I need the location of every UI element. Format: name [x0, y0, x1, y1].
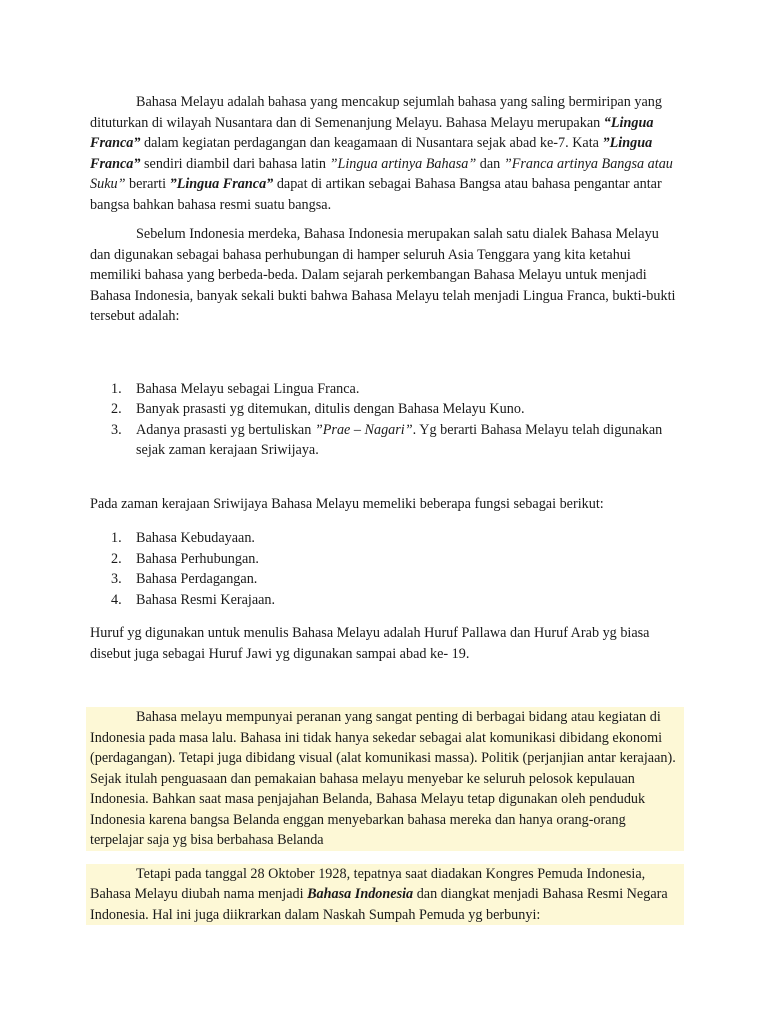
text-run: dalam kegiatan perdagangan dan keagamaan di Nusantara sejak abad ke-7. Kata [140, 135, 603, 151]
list-item-text: . Yg berarti Bahasa Melayu telah digunakan sejak zaman kerajaan Sriwijaya. [136, 421, 663, 458]
list-item-text: Bahasa Perhubungan. [136, 550, 259, 567]
term-lingua-franca: ”Lingua Franca” [169, 176, 274, 192]
list-item [90, 549, 680, 570]
list-item-text: Adanya prasasti yg bertuliskan [136, 421, 315, 438]
list-item [90, 528, 680, 549]
text-run: dapat di artikan sebagai Bahasa Bangsa atau bahasa pengantar antar bangsa bahkan bahasa resmi suatu bangsa. [90, 176, 662, 213]
text-run: sendiri diambil dari bahasa latin [140, 155, 330, 172]
paragraph-sebelum-merdeka: Sebelum Indonesia merdeka, Bahasa Indonesia merupakan salah satu dialek Bahasa Melayu dan digunakan sebagai bahasa perhubungan di hamper seluruh Asia Tenggara yang kita ketahui memiliki bahasa yang berbeda-beda. Dalam sejarah perkembangan Bahasa Melayu untuk menjadi Bahasa Indonesia, banyak sekali bukti bahwa Bahasa Melayu telah menjadi Lingua Franca, bukti-bukti tersebut adalah: [90, 226, 676, 324]
list-number: 2. [111, 401, 122, 417]
paragraph-peranan-bahasa-melayu: Bahasa melayu mempunyai peranan yang sangat penting di berbagai bidang atau kegiatan di Indonesia pada masa lalu. Bahasa ini tidak hanya sekedar sebagai alat komunikasi dibidang ekonomi (perdagangan). Tetapi juga dibidang visual (alat komunikasi massa). Politik (perjanjian antar kerajaan). Sejak itulah penguasaan dan pemakaian bahasa melayu menyebar ke seluruh pelosok kepulauan Indonesia. Bahkan saat masa penjajahan Belanda, Bahasa Melayu tetap digunakan oleh penduduk Indonesia karena bangsa Belanda enggan menyebarkan bahasa mereka dan hanya orang-orang terpelajar saja yg bisa berbahasa Belanda [90, 709, 676, 848]
list-number: 3. [111, 571, 122, 587]
list-item [90, 379, 680, 400]
list-bukti [90, 379, 680, 461]
paragraph-sriwijaya: Pada zaman kerajaan Sriwijaya Bahasa Melayu memeliki beberapa fungsi sebagai berikut: [90, 495, 604, 512]
text-run: dan [476, 155, 504, 172]
paragraph-lingua-franca [90, 92, 680, 215]
list-item [90, 399, 680, 420]
list-fungsi [90, 528, 680, 610]
quote-lingua-bahasa: ”Lingua artinya Bahasa” [329, 155, 477, 172]
quote-prae-nagari: ”Prae – Nagari” [314, 421, 413, 438]
term-lingua-franca: “Lingua Franca” [90, 114, 654, 151]
list-item-text: Bahasa Kebudayaan. [136, 530, 255, 546]
list-item [90, 420, 680, 461]
list-number: 3. [111, 421, 122, 438]
paragraph-huruf: Huruf yg digunakan untuk menulis Bahasa Melayu adalah Huruf Pallawa dan Huruf Arab yg biasa disebut juga sebagai Huruf Jawi yg digunakan sampai abad ke- 19. [90, 625, 650, 662]
term-lingua-franca: ”Lingua Franca” [90, 135, 653, 172]
text-run: Bahasa Melayu adalah bahasa yang mencakup sejumlah bahasa yang saling bermiripan yang dituturkan di wilayah Nusantara dan di Semenanjung Melayu. Bahasa Melayu merupakan [90, 94, 662, 131]
text-run: berarti [125, 176, 170, 192]
highlighted-section [86, 707, 684, 851]
list-number: 4. [111, 591, 122, 608]
text-run: Tetapi pada tanggal 28 Oktober 1928, tepatnya saat diadakan Kongres Pemuda Indonesia, Bahasa Melayu diubah nama menjadi [90, 865, 646, 902]
list-item [90, 569, 680, 590]
list-number: 1. [111, 530, 122, 546]
list-number: 2. [111, 550, 122, 567]
quote-franca-bangsa: ”Franca artinya Bangsa atau Suku” [90, 155, 673, 192]
highlighted-section [86, 864, 684, 926]
document-page [90, 92, 680, 925]
list-item-text: Bahasa Resmi Kerajaan. [136, 591, 276, 608]
list-item-text: Bahasa Perdagangan. [136, 571, 258, 587]
paragraph-sumpah-pemuda [90, 864, 680, 926]
list-item [90, 590, 680, 611]
list-number: 1. [111, 380, 122, 397]
text-run: dan diangkat menjadi Bahasa Resmi Negara Indonesia. Hal ini juga diikrarkan dalam Naskah Sumpah Pemuda yg berbunyi: [90, 886, 668, 923]
list-item-text: Bahasa Melayu sebagai Lingua Franca. [136, 380, 360, 397]
list-item-text: Banyak prasasti yg ditemukan, ditulis dengan Bahasa Melayu Kuno. [136, 401, 525, 417]
term-bahasa-indonesia: Bahasa Indonesia [307, 886, 414, 902]
